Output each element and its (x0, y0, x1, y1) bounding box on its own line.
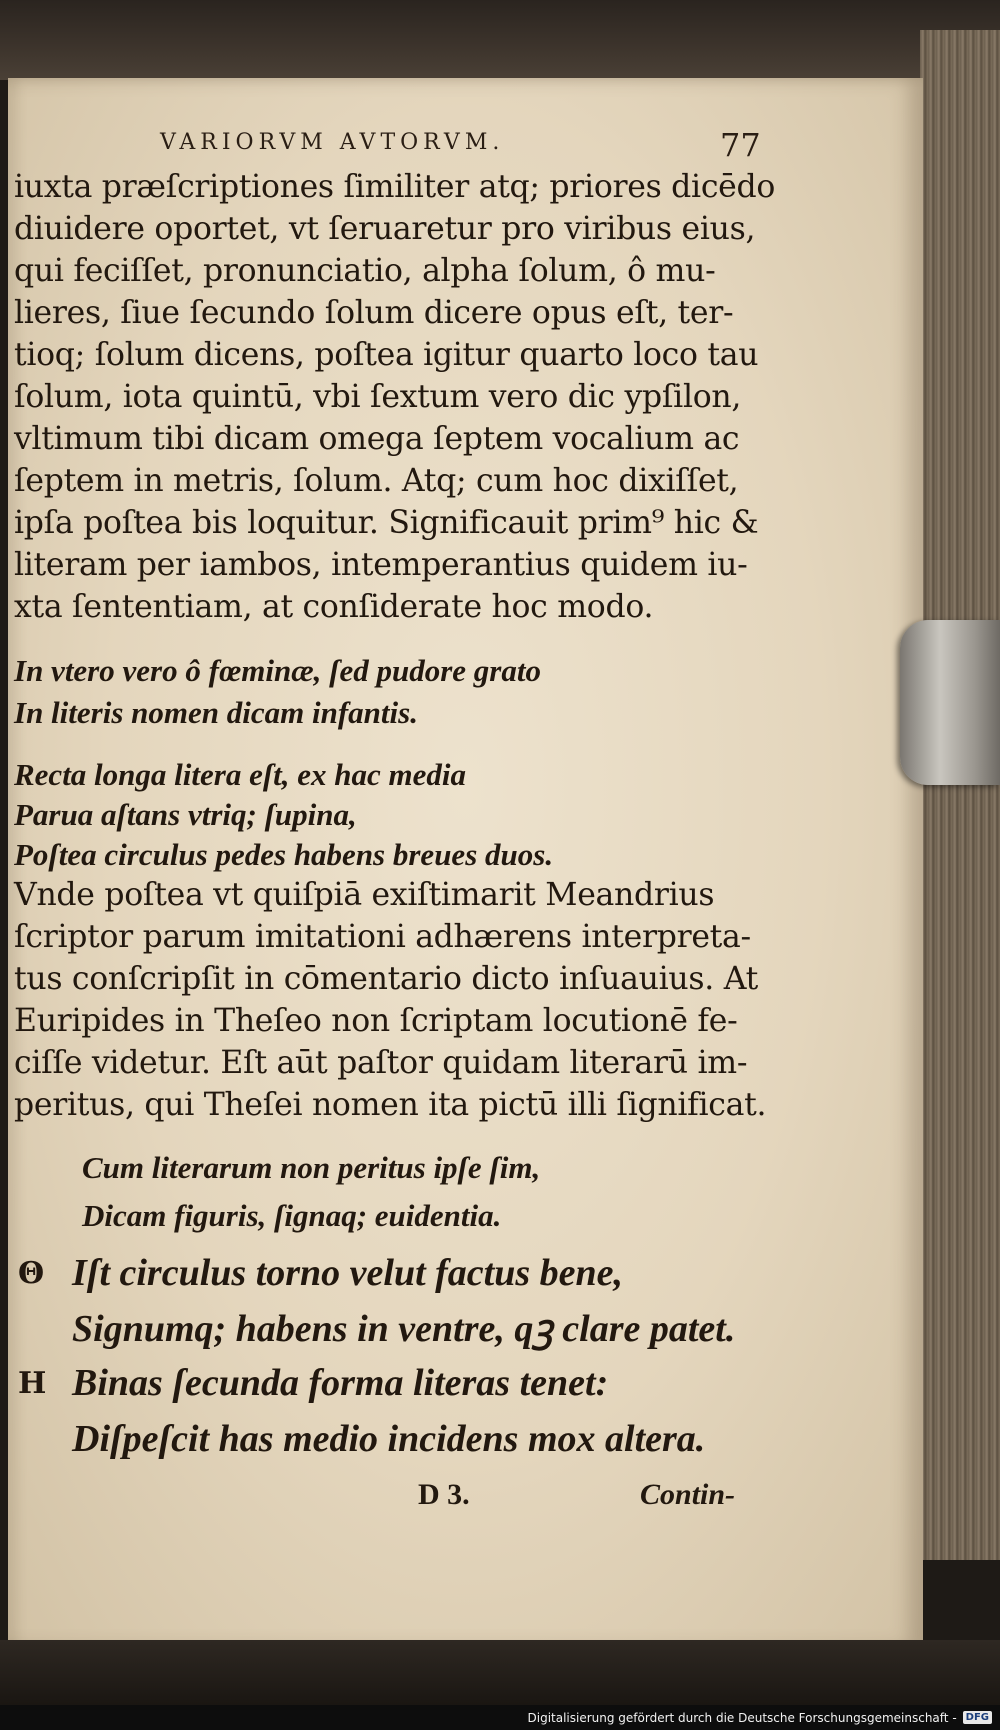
prose-line: peritus, qui Theſei nomen ita pictū illi ſignificat. (14, 1087, 767, 1123)
verse-line: In literis nomen dicam infantis. (14, 695, 418, 730)
prose-line: literam per iambos, intemperantius quidem iu- (14, 547, 748, 583)
prose-line: lieres, ſiue ſecundo ſolum dicere opus eſt, ter- (14, 295, 734, 331)
page-number: 77 (720, 126, 761, 164)
verse-line: Parua aſtans vtriq; ſupina, (14, 797, 357, 832)
prose-line: Euripides in Theſeo non ſcriptam locutionē fe- (14, 1003, 738, 1039)
prose-line: ipſa poſtea bis loquitur. Significauit prim⁹ hic & (14, 505, 759, 541)
prose-line: diuidere oportet, vt ſeruaretur pro viribus eius, (14, 211, 756, 247)
prose-line: xta ſententiam, at conſiderate hoc modo. (14, 589, 654, 625)
prose-line: ſeptem in metris, ſolum. Atq; cum hoc dixiſſet, (14, 463, 739, 499)
verse-line: Dicam figuris, ſignaq; euidentia. (82, 1198, 502, 1233)
verse-line: Poſtea circulus pedes habens breues duos. (14, 837, 554, 872)
prose-line: iuxta præſcriptiones ſimiliter atq; priores dicēdo (14, 169, 776, 205)
prose-line: Vnde poſtea vt quiſpiā exiſtimarit Meandrius (14, 877, 715, 913)
dfg-logo: DFG (963, 1711, 992, 1724)
verse-line: In vtero vero ô fœminæ, ſed pudore grato (14, 653, 541, 688)
catchword: Contin- (640, 1478, 736, 1511)
prose-line: ſolum, iota quintū, vbi ſextum vero dic ypſilon, (14, 379, 742, 415)
prose-line: vltimum tibi dicam omega ſeptem vocalium ac (14, 421, 740, 457)
prose-line: ciſſe videtur. Eſt aūt paſtor quidam literarū im- (14, 1045, 748, 1081)
verse-line: Recta longa litera eſt, ex hac media (14, 757, 467, 792)
verse-line: Binas ſecunda forma literas tenet: (72, 1362, 609, 1404)
signature-mark: D 3. (418, 1478, 470, 1511)
eta-marker: H (18, 1366, 47, 1401)
verse-line: Diſpeſcit has medio incidens mox altera. (72, 1418, 706, 1460)
verse-line: Signumq; habens in ventre, qꝫ clare patet. (72, 1308, 736, 1350)
digitization-credit-bar (0, 1705, 1000, 1730)
prose-line: qui feciſſet, pronunciatio, alpha ſolum, ô mu- (14, 253, 716, 289)
verse-line: Iſt circulus torno velut factus bene, (72, 1252, 624, 1294)
credit-text: Digitalisierung gefördert durch die Deutsche Forschungsgemeinschaft - (527, 1710, 957, 1725)
prose-line: tioq; ſolum dicens, poſtea igitur quarto loco tau (14, 337, 759, 373)
verse-line: Cum literarum non peritus ipſe ſim, (82, 1150, 541, 1185)
running-head: VARIORVM AVTORVM. (160, 130, 505, 155)
theta-marker: Θ (18, 1256, 45, 1291)
prose-line: ſcriptor parum imitationi adhærens interpreta- (14, 919, 751, 955)
prose-line: tus conſcripſit in cōmentario dicto inſuauius. At (14, 961, 758, 997)
